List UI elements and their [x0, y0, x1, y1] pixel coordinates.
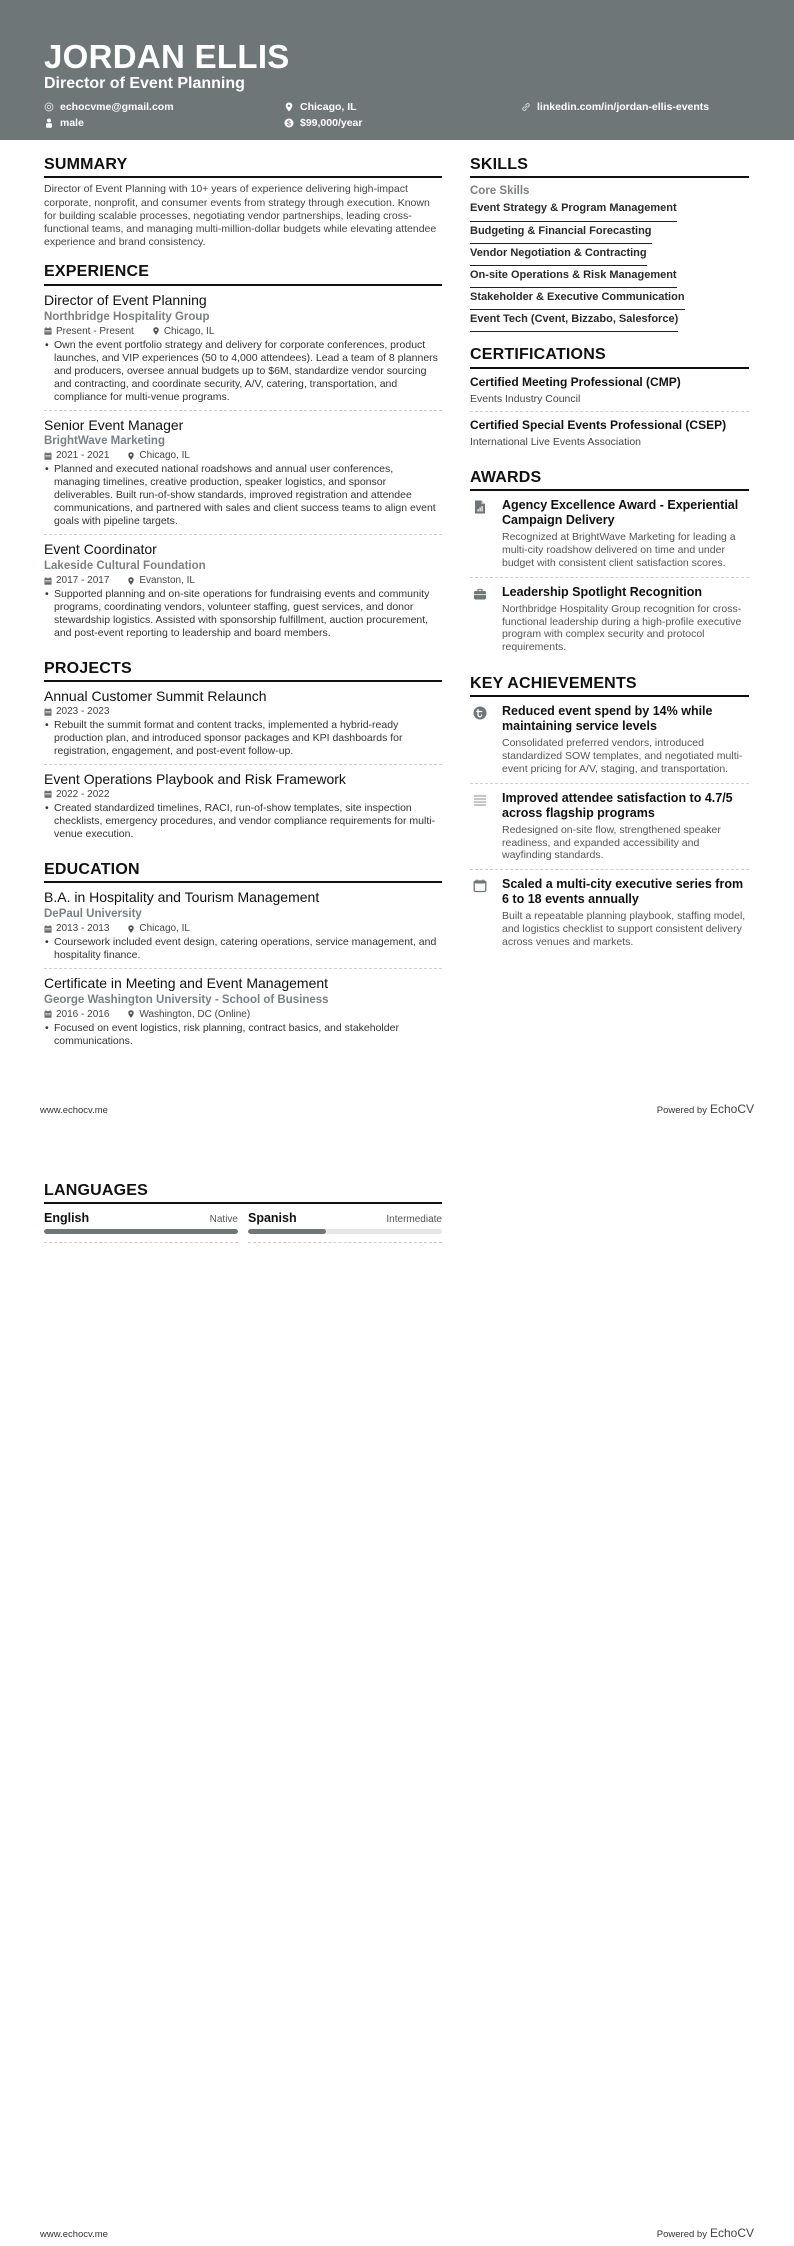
achievements-heading: KEY ACHIEVEMENTS: [470, 675, 749, 697]
achievement-title: Scaled a multi-city executive series from 6 to 18 events annually: [502, 877, 744, 907]
calendar-icon: [44, 925, 52, 933]
entry-dates: 2022 - 2022: [56, 788, 110, 800]
award-description: Northbridge Hospitality Group recognition for cross-functional leadership during a high-profile executive program with complex security and protocol requirements.: [502, 602, 742, 654]
award-title: Agency Excellence Award - Experiential Campaign Delivery: [502, 498, 739, 528]
languages-section: [44, 1182, 442, 1243]
company-name: BrightWave Marketing: [44, 435, 165, 448]
entry-bullet: • Created standardized timelines, RACI, run-of-show templates, site inspection checklists, emergency procedures, and vendor compliance requirements for multi-venue execution.: [44, 802, 442, 841]
candidate-name: JORDAN ELLIS: [44, 38, 290, 75]
brand-logo[interactable]: EchoCV: [709, 2226, 754, 2240]
entry-dates: 2016 - 2016: [56, 1008, 110, 1020]
entry-bullet: • Rebuilt the summit format and content tracks, implemented a hybrid-ready production plan, and introduced sponsor packages and KPI dashboards for registration, engagement, and post-event follow-up.: [44, 719, 442, 758]
footer-powered-by: [657, 1102, 754, 1116]
entry-location: Evanston, IL: [139, 575, 195, 586]
map-pin-icon: [127, 1010, 135, 1018]
contact-gender: male: [44, 118, 84, 129]
achievement-description: Consolidated preferred vendors, introduced standardized SOW templates, and negotiated multi-event pricing for A/V, staging, and transportation.: [502, 737, 743, 775]
entry-location: Washington, DC (Online): [139, 1008, 251, 1020]
awards-heading: AWARDS: [470, 469, 749, 491]
certification-issuer: Events Industry Council: [470, 392, 581, 405]
calendar-icon: [470, 877, 490, 948]
project-title: Annual Customer Summit Relaunch: [44, 688, 267, 705]
map-pin-icon: [127, 925, 135, 933]
summary-text: Director of Event Planning with 10+ years of experience delivering high-impact corporate, nonprofit, and consumer events from strategy through execution. Known for building scalable processes, negotiating vendor partnerships, leading cross-functional teams, and managing multi-million-dollar budgets while elevating attendee experience and brand consistency.: [44, 183, 437, 249]
award-title: Leadership Spotlight Recognition: [502, 584, 702, 599]
education-section: [44, 861, 442, 1054]
language-level: Native: [209, 1214, 238, 1226]
powered-by-label: Powered by: [656, 1105, 707, 1116]
achievement-description: Built a repeatable planning playbook, staffing model, and logistics checklist to support consistent delivery across venues and markets.: [502, 910, 746, 948]
entry-dates: Present - Present: [56, 325, 134, 337]
calendar-icon: [44, 708, 52, 716]
resume-header: [0, 0, 794, 140]
entry-bullet: • Focused on event logistics, risk planning, contract basics, and stakeholder communications.: [44, 1022, 442, 1048]
language-name: English: [44, 1211, 90, 1226]
language-item: [44, 1211, 238, 1243]
entry-meta: [44, 922, 442, 935]
map-pin-icon: [284, 102, 294, 112]
award-item: [470, 578, 749, 661]
experience-entry: [44, 286, 442, 411]
job-title: Senior Event Manager: [44, 416, 184, 433]
school-name: George Washington University - School of Business: [44, 993, 329, 1006]
experience-entry: [44, 411, 442, 536]
language-item: [248, 1211, 442, 1243]
contact-location: Chicago, IL: [284, 102, 357, 113]
skills-heading: SKILLS: [470, 156, 749, 178]
entry-meta: [44, 705, 442, 718]
file-chart-icon: [470, 498, 490, 569]
skill-item: Event Tech (Cvent, Bizzabo, Salesforce): [470, 310, 678, 332]
entry-dates: 2013 - 2013: [56, 923, 110, 935]
certification-name: Certified Meeting Professional (CMP): [470, 374, 681, 389]
skill-item: On-site Operations & Risk Management: [470, 266, 677, 288]
entry-meta: [44, 788, 442, 801]
powered-by-label: Powered by: [656, 2229, 707, 2240]
achievement-item: [470, 784, 749, 870]
entry-dates: 2021 - 2021: [56, 450, 110, 462]
entry-bullet: • Planned and executed national roadshows and annual user conferences, managing timelines, creative production, speaker logistics, and sponsor deliverables. Built run-of-show standards, improved registration and attendee communications, and partnered with sales and client success teams to align event goals with pipeline targets.: [44, 463, 442, 528]
contact-email[interactable]: echocvme@gmail.com: [44, 102, 174, 113]
entry-meta: [44, 325, 442, 338]
language-proficiency-bar: [248, 1229, 442, 1234]
projects-section: [44, 660, 442, 847]
summary-heading: SUMMARY: [44, 156, 442, 178]
entry-location: Chicago, IL: [139, 450, 190, 462]
award-description: Recognized at BrightWave Marketing for leading a multi-city roadshow delivered on time and under budget with consistent client satisfaction scores.: [502, 531, 736, 570]
contact-linkedin[interactable]: linkedin.com/in/jordan-ellis-events: [521, 102, 709, 113]
skill-item: Stakeholder & Executive Communication: [470, 288, 685, 310]
footer-website[interactable]: www.echocv.me: [40, 1105, 108, 1116]
entry-meta: [44, 574, 442, 587]
calendar-icon: [44, 327, 52, 335]
language-name: Spanish: [248, 1211, 297, 1226]
project-entry: [44, 682, 442, 765]
achievement-item: [470, 697, 749, 783]
calendar-icon: [44, 577, 52, 585]
achievement-title: Improved attendee satisfaction to 4.7/5 across flagship programs: [502, 790, 733, 820]
footer-website[interactable]: www.echocv.me: [40, 2229, 108, 2240]
job-title: Director of Event Planning: [44, 291, 207, 308]
candidate-title: Director of Event Planning: [44, 75, 245, 92]
experience-entry: [44, 535, 442, 646]
education-entry: [44, 969, 442, 1054]
languages-heading: LANGUAGES: [44, 1182, 442, 1204]
entry-location: Chicago, IL: [139, 923, 190, 935]
awards-section: [470, 469, 749, 661]
school-name: DePaul University: [44, 908, 142, 921]
education-heading: EDUCATION: [44, 861, 442, 883]
skill-item: Event Strategy & Program Management: [470, 199, 677, 221]
map-pin-icon: [127, 577, 135, 585]
experience-heading: EXPERIENCE: [44, 263, 442, 285]
link-icon: [521, 102, 531, 112]
degree-title: Certificate in Meeting and Event Management: [44, 975, 329, 992]
achievement-description: Redesigned on-site flow, strengthened speaker readiness, and expanded accessibility and wayfinding standards.: [502, 823, 721, 862]
at-sign-icon: [44, 102, 54, 112]
skill-item: Budgeting & Financial Forecasting: [470, 222, 652, 244]
map-pin-icon: [127, 452, 135, 460]
currency-icon: [470, 704, 490, 775]
entry-location: Chicago, IL: [163, 325, 215, 337]
language-proficiency-bar: [44, 1229, 238, 1234]
company-name: Lakeside Cultural Foundation: [44, 560, 206, 573]
salary-coin-icon: [284, 118, 294, 128]
achievement-item: [470, 870, 749, 955]
menu-lines-icon: [470, 791, 490, 862]
svg-text:$: $: [287, 120, 291, 128]
certifications-section: [470, 346, 749, 455]
entry-bullet: • Supported planning and on-site operations for fundraising events and community programs, coordinating vendors, volunteer staffing, guest services, and donor stewardship logistics. Assisted with sponsorship fulfillment, auction procurement, and post-event reporting to leadership and board members.: [44, 588, 442, 640]
experience-section: [44, 263, 442, 646]
briefcase-icon: [470, 585, 490, 654]
achievements-section: [470, 675, 749, 956]
entry-meta: [44, 1008, 442, 1021]
degree-title: B.A. in Hospitality and Tourism Management: [44, 889, 320, 906]
entry-dates: 2017 - 2017: [56, 575, 110, 586]
calendar-icon: [44, 452, 52, 460]
company-name: Northbridge Hospitality Group: [44, 310, 210, 323]
summary-section: [44, 156, 442, 249]
certification-item: [470, 412, 749, 455]
education-entry: [44, 883, 442, 969]
job-title: Event Coordinator: [44, 541, 157, 558]
language-level: Intermediate: [386, 1214, 442, 1226]
achievement-title: Reduced event spend by 14% while maintaining service levels: [502, 704, 713, 734]
calendar-icon: [44, 1010, 52, 1018]
brand-logo[interactable]: EchoCV: [709, 1102, 754, 1116]
calendar-icon: [44, 790, 52, 798]
entry-bullet: • Own the event portfolio strategy and delivery for corporate conferences, product launches, and VIP experiences (50 to 4,000 attendees). Lead a team of 8 planners and producers, oversee annual budgets up to $6M, standardize vendor sourcing and contracting, and coordinate security, A/V, catering, transportation, and compliance for multi-venue programs.: [44, 339, 442, 404]
award-item: [470, 491, 749, 577]
map-pin-icon: [152, 327, 160, 335]
entry-dates: 2023 - 2023: [56, 706, 110, 718]
certification-issuer: International Live Events Association: [470, 436, 642, 449]
skill-item: Vendor Negotiation & Contracting: [470, 244, 647, 266]
skills-section: [470, 156, 749, 332]
certifications-heading: CERTIFICATIONS: [470, 346, 749, 368]
certification-item: [470, 369, 749, 413]
project-title: Event Operations Playbook and Risk Framework: [44, 771, 346, 788]
skills-subheading: Core Skills: [470, 185, 530, 198]
entry-meta: [44, 449, 442, 462]
footer-powered-by: [657, 2226, 754, 2240]
left-column: [44, 156, 442, 1068]
projects-heading: PROJECTS: [44, 660, 442, 682]
project-entry: [44, 765, 442, 847]
right-column: [470, 156, 749, 970]
person-icon: [44, 118, 54, 128]
contact-salary: $ $99,000/year: [284, 118, 362, 129]
entry-bullet: • Coursework included event design, catering operations, service management, and hospitality finance.: [44, 936, 442, 962]
certification-name: Certified Special Events Professional (CSEP): [470, 418, 727, 433]
